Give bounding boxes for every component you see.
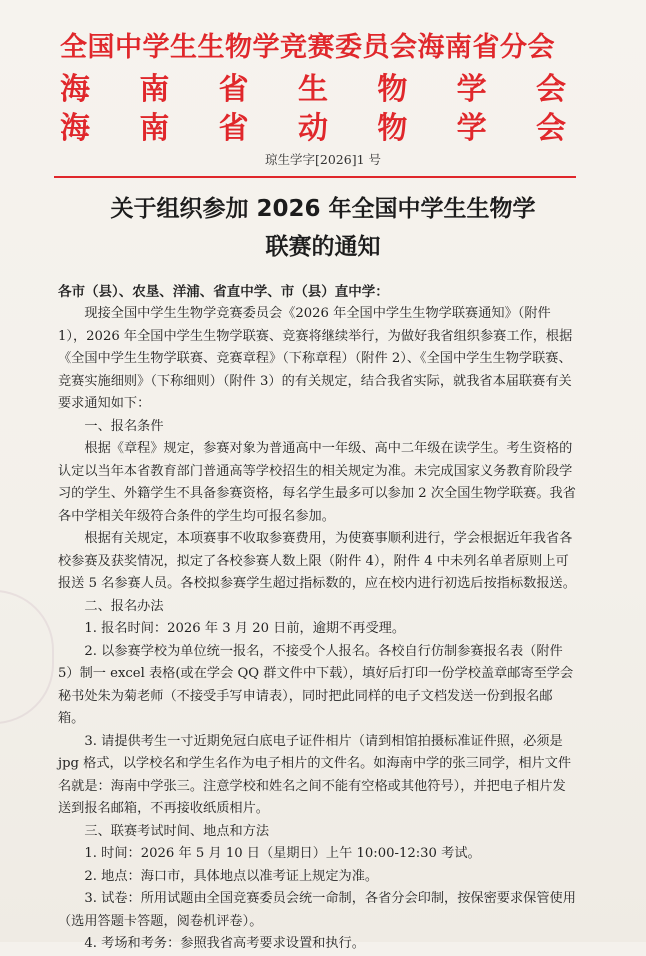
issuer-char: 南 xyxy=(139,72,170,107)
title-line-1: 关于组织参加 2026 年全国中学生生物学 xyxy=(110,196,536,222)
paragraph: 3. 试卷：所用试题由全国竞赛委员会统一命制，各省分会印制，按保密要求保管使用（选用答题卡答题，阅卷机评卷）。 xyxy=(58,891,576,929)
issuer-char: 学 xyxy=(456,72,487,107)
faded-seal-mark xyxy=(0,590,54,724)
paragraph: 现接全国中学生生物学竞赛委员会《2026 年全国中学生生物学联赛通知》（附件 1），2026 年全国中学生生物学联赛、竞赛将继续举行，为做好我省组织参赛工作，根据《全国中学生生物学联赛、竞赛章程》（下称章程）（附件 2）、《全国中学生生物学联赛、竞赛实施细则》（下称细则）（附件 3）的有关规定，结合我省实际，就我省本届联赛有关要求通知如下： xyxy=(58,306,573,411)
issuer-char: 海 xyxy=(60,72,90,107)
issuer-line-1: 全国中学生生物学竞赛委员会海南省分会 xyxy=(60,32,555,63)
document-body xyxy=(58,303,576,956)
issuer-char: 省 xyxy=(218,72,249,107)
title-line-2: 联赛的通知 xyxy=(265,234,381,260)
issuer-char: 南 xyxy=(139,111,170,146)
document-number: 琼生学字[2026]1 号 xyxy=(265,152,381,167)
issuer-char: 省 xyxy=(218,111,249,146)
issuer-char: 海 xyxy=(60,111,90,146)
red-divider xyxy=(54,176,576,178)
issuer-char: 动 xyxy=(297,111,328,146)
issuer-char: 学 xyxy=(456,111,487,146)
issuer-char: 会 xyxy=(535,111,566,146)
paragraph: 1. 时间：2026 年 5 月 10 日（星期日）上午 10:00-12:30 考试。 xyxy=(84,846,481,861)
paragraph: 根据有关规定，本项赛事不收取参赛费用，为使赛事顺利进行，学会根据近年我省各校参赛及获奖情况，拟定了各校参赛人数上限（附件 4），附件 4 中未列名单者原则上可报送 5 名参赛人员。各校拟参赛学生超过指标数的，应在校内进行初选后按指标数报送。 xyxy=(58,531,576,591)
issuer-char: 会 xyxy=(535,72,566,107)
salutation: 各市（县）、农垦、洋浦、省直中学、市（县）直中学： xyxy=(58,284,389,300)
paragraph: 3. 请提供考生一寸近期免冠白底电子证件相片（请到相馆拍摄标准证件照，必须是 jpg 格式，以学校名和学生名作为电子相片的文件名。如海南中学的张三同学，相片文件名就是：海南中学张三。注意学校和姓名之间不能有空格或其他符号），并把电子相片发送到报名邮箱，不再接收纸质相片。 xyxy=(58,733,572,816)
issuer-char: 生 xyxy=(297,72,328,107)
paragraph: 根据《章程》规定，参赛对象为普通高中一年级、高中二年级在读学生。考生资格的认定以当年本省教育部门普通高等学校招生的相关规定为准。未完成国家义务教育阶段学习的学生、外籍学生不具备参赛资格，每名学生最多可以参加 2 次全国生物学联赛。我省各中学相关年级符合条件的学生均可报名参加。 xyxy=(58,441,576,524)
section-heading: 三、联赛考试时间、地点和方法 xyxy=(84,823,270,839)
issuer-char: 物 xyxy=(377,111,408,146)
paragraph: 1. 报名时间：2026 年 3 月 20 日前，逾期不再受理。 xyxy=(84,621,406,636)
paragraph: 4. 考场和考务：参照我省高考要求设置和执行。 xyxy=(84,936,365,951)
section-heading: 一、报名条件 xyxy=(84,418,164,434)
document-title xyxy=(0,190,646,266)
issuer-line-3 xyxy=(60,113,566,145)
paragraph: 2. 地点：海口市，具体地点以准考证上规定为准。 xyxy=(84,868,379,884)
issuer-line-2 xyxy=(60,74,566,106)
paragraph: 2. 以参赛学校为单位统一报名，不接受个人报名。各校自行仿制参赛报名表（附件 5）制一 excel 表格(或在学会 QQ 群文件中下载），填好后打印一份学校盖章邮寄至学会秘书处朱为菊老师（不接受手写申请表），同时把此同样的电子文档发送一份到报名邮箱。 xyxy=(58,643,574,726)
issuer-char: 物 xyxy=(377,72,408,107)
section-heading: 二、报名办法 xyxy=(84,598,164,614)
